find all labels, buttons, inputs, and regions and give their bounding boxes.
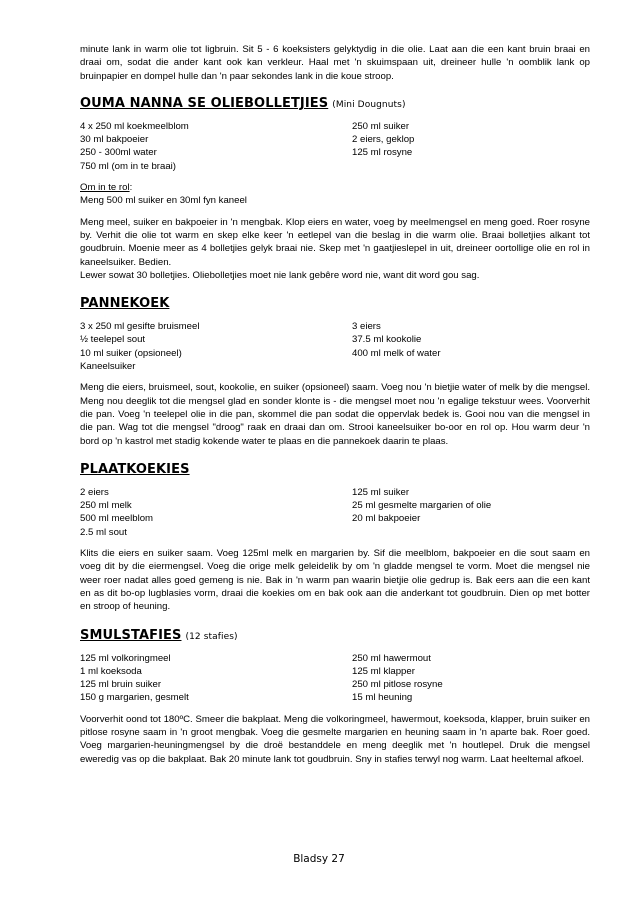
ingredient: 10 ml suiker (opsioneel) [80,347,182,359]
ingredient: 25 ml gesmelte margarien of olie [352,500,492,512]
ingredient: 3 x 250 ml gesifte bruismeel [80,321,200,333]
ingredient: 250 ml melk [80,500,132,512]
ingredients-left [80,320,352,373]
ingredients-right [352,120,590,173]
ingredient: 2 eiers [80,486,109,498]
method-paragraph: Klits die eiers en suiker saam. Voeg 125ml melk en margarien by. Sif die meelblom, bakpoeier en die sout saam en voeg dit by die eiermengsel. Voeg die orige melk geleidelik by om 'n gladde mengsel te vorm. Moet die mengsel nie weer roer nadat alles goed gemeng is nie. Bak in 'n warm pan waarin bietjie olie gedrup is. Bak eers aan die een kant en as dit bo-op lugblasies vorm, draai die koekies om en bak ook aan die anderkant tot goudbruin. Dien op met botter en stroop of heuning. [80,548,590,613]
roll-colon: : [129,182,133,194]
document-page [80,40,590,766]
recipe-subtitle: (12 stafies) [185,631,238,642]
page-number: Bladsy 27 [293,853,345,865]
ingredient: 1 ml koeksoda [80,665,142,677]
ingredient: 4 x 250 ml koekmeelblom [80,120,189,132]
ingredients-left [80,120,352,173]
method-paragraph-note: Lewer sowat 30 bolletjies. Oliebolletjies moet nie lank gebêre word nie, want dit word gou sag. [80,269,480,281]
ingredient: 250 ml pitlose rosyne [352,679,443,691]
ingredient: 250 ml suiker [352,120,410,132]
ingredient: ½ teelepel sout [80,334,146,346]
ingredient: 125 ml volkoringmeel [80,652,171,664]
recipe-heading-smulstafies [80,628,590,643]
method-paragraph: Voorverhit oond tot 180ºC. Smeer die bakplaat. Meng die volkoringmeel, hawermout, koeksoda, klapper, bruin suiker en pitlose rosyne saam in 'n groot mengbak. Voeg die gesmelte margarien en heuning saam in 'n aparte bak. Roer goed. Voeg margarien-heuningmengsel by die droë bestanddele en meng deeglik met 'n houtlepel. Druk die mengsel eweredig vas op die bakplaat. Bak 20 minute lank tot goudbruin. Sny in stafies terwyl nog warm. Laat heeltemal afkoel. [80,713,590,765]
recipe-subtitle: (Mini Dougnuts) [332,99,406,110]
roll-label: Om in te rol [80,182,130,194]
recipe-heading-pannekoek [80,296,590,311]
ingredient: 125 ml klapper [352,665,415,677]
roll-section [80,181,590,208]
ingredient: Kaneelsuiker [80,361,136,373]
ingredient: 250 - 300ml water [80,147,157,159]
ingredient: 400 ml melk of water [352,347,441,359]
ingredient: 125 ml bruin suiker [80,679,162,691]
ingredients-right [352,652,590,705]
ingredient: 2.5 ml sout [80,526,127,538]
roll-text: Meng 500 ml suiker en 30ml fyn kaneel [80,195,247,207]
ingredient: 20 ml bakpoeier [352,513,421,525]
recipe-title: SMULSTAFIES [80,627,182,643]
intro-paragraph: minute lank in warm olie tot ligbruin. Sit 5 - 6 koeksisters gelyktydig in die olie. Laat aan die een kant bruin braai en draai om, sodat die ander kant ook kan verkleur. Haal met 'n skuimspaan uit, dreineer hulle 'n oomblik lank op bruinpapier en dompel hulle dan 'n paar sekondes lank in die koue stroop. [80,44,590,82]
recipe-heading-oliebolletjies [80,96,590,111]
ingredient: 750 ml (om in te braai) [80,160,176,172]
ingredient: 125 ml suiker [352,486,410,498]
ingredients-right [352,486,590,539]
recipe-title: PANNEKOEK [80,296,170,312]
ingredients-right [352,320,590,373]
ingredients-left [80,486,352,539]
recipe-heading-plaatkoekies [80,462,590,477]
recipe-title: PLAATKOEKIES [80,461,190,477]
ingredient-list [80,652,590,705]
ingredient: 15 ml heuning [352,692,413,704]
ingredients-left [80,652,352,705]
ingredient: 500 ml meelblom [80,513,154,525]
ingredient: 150 g margarien, gesmelt [80,692,189,704]
ingredient-list [80,120,590,173]
ingredient: 125 ml rosyne [352,147,413,159]
ingredient-list [80,486,590,539]
ingredient: 250 ml hawermout [352,652,431,664]
recipe-title: OUMA NANNA SE OLIEBOLLETJIES [80,95,329,111]
method-paragraph: Meng die eiers, bruismeel, sout, kookolie, en suiker (opsioneel) saam. Voeg nou 'n bietjie water of melk by die mengsel. Meng nou deeglik tot die mengsel glad en sonder klonte is - die mengsel moet nou 'n egalige tekstuur wees. Voorverhit die pan. Voeg 'n teelepel olie in die pan, skommel die pan sodat die oppervlak bedek is. Gooi nou van die mengsel in die pan. Wag tot die mengsel "droog" raak en draai dan om. Strooi kaneelsuiker bo-oor en rol op. Hou warm deur 'n bord op 'n kastrol met stadig kokende water te plaas en die pannekoek daarin te plaas. [80,382,590,447]
ingredient: 2 eiers, geklop [352,134,415,146]
ingredient: 37.5 ml kookolie [352,334,422,346]
method-paragraph: Meng meel, suiker en bakpoeier in 'n mengbak. Klop eiers en water, voeg by meelmengsel en meng goed. Roer rosyne by. Verhit die olie tot warm en skep elke keer 'n eetlepel van die beslag in die warm olie. Braai bolletjies alkant tot goudbruin. Moenie meer as 4 bolletjies gelyk braai nie. Skep met 'n gaatjieslepel in uit, dreineer oortollige olie en rol in kaneelsuiker. Bedien. [80,216,590,268]
ingredient: 30 ml bakpoeier [80,134,149,146]
ingredient: 3 eiers [352,321,381,333]
ingredient-list [80,320,590,373]
